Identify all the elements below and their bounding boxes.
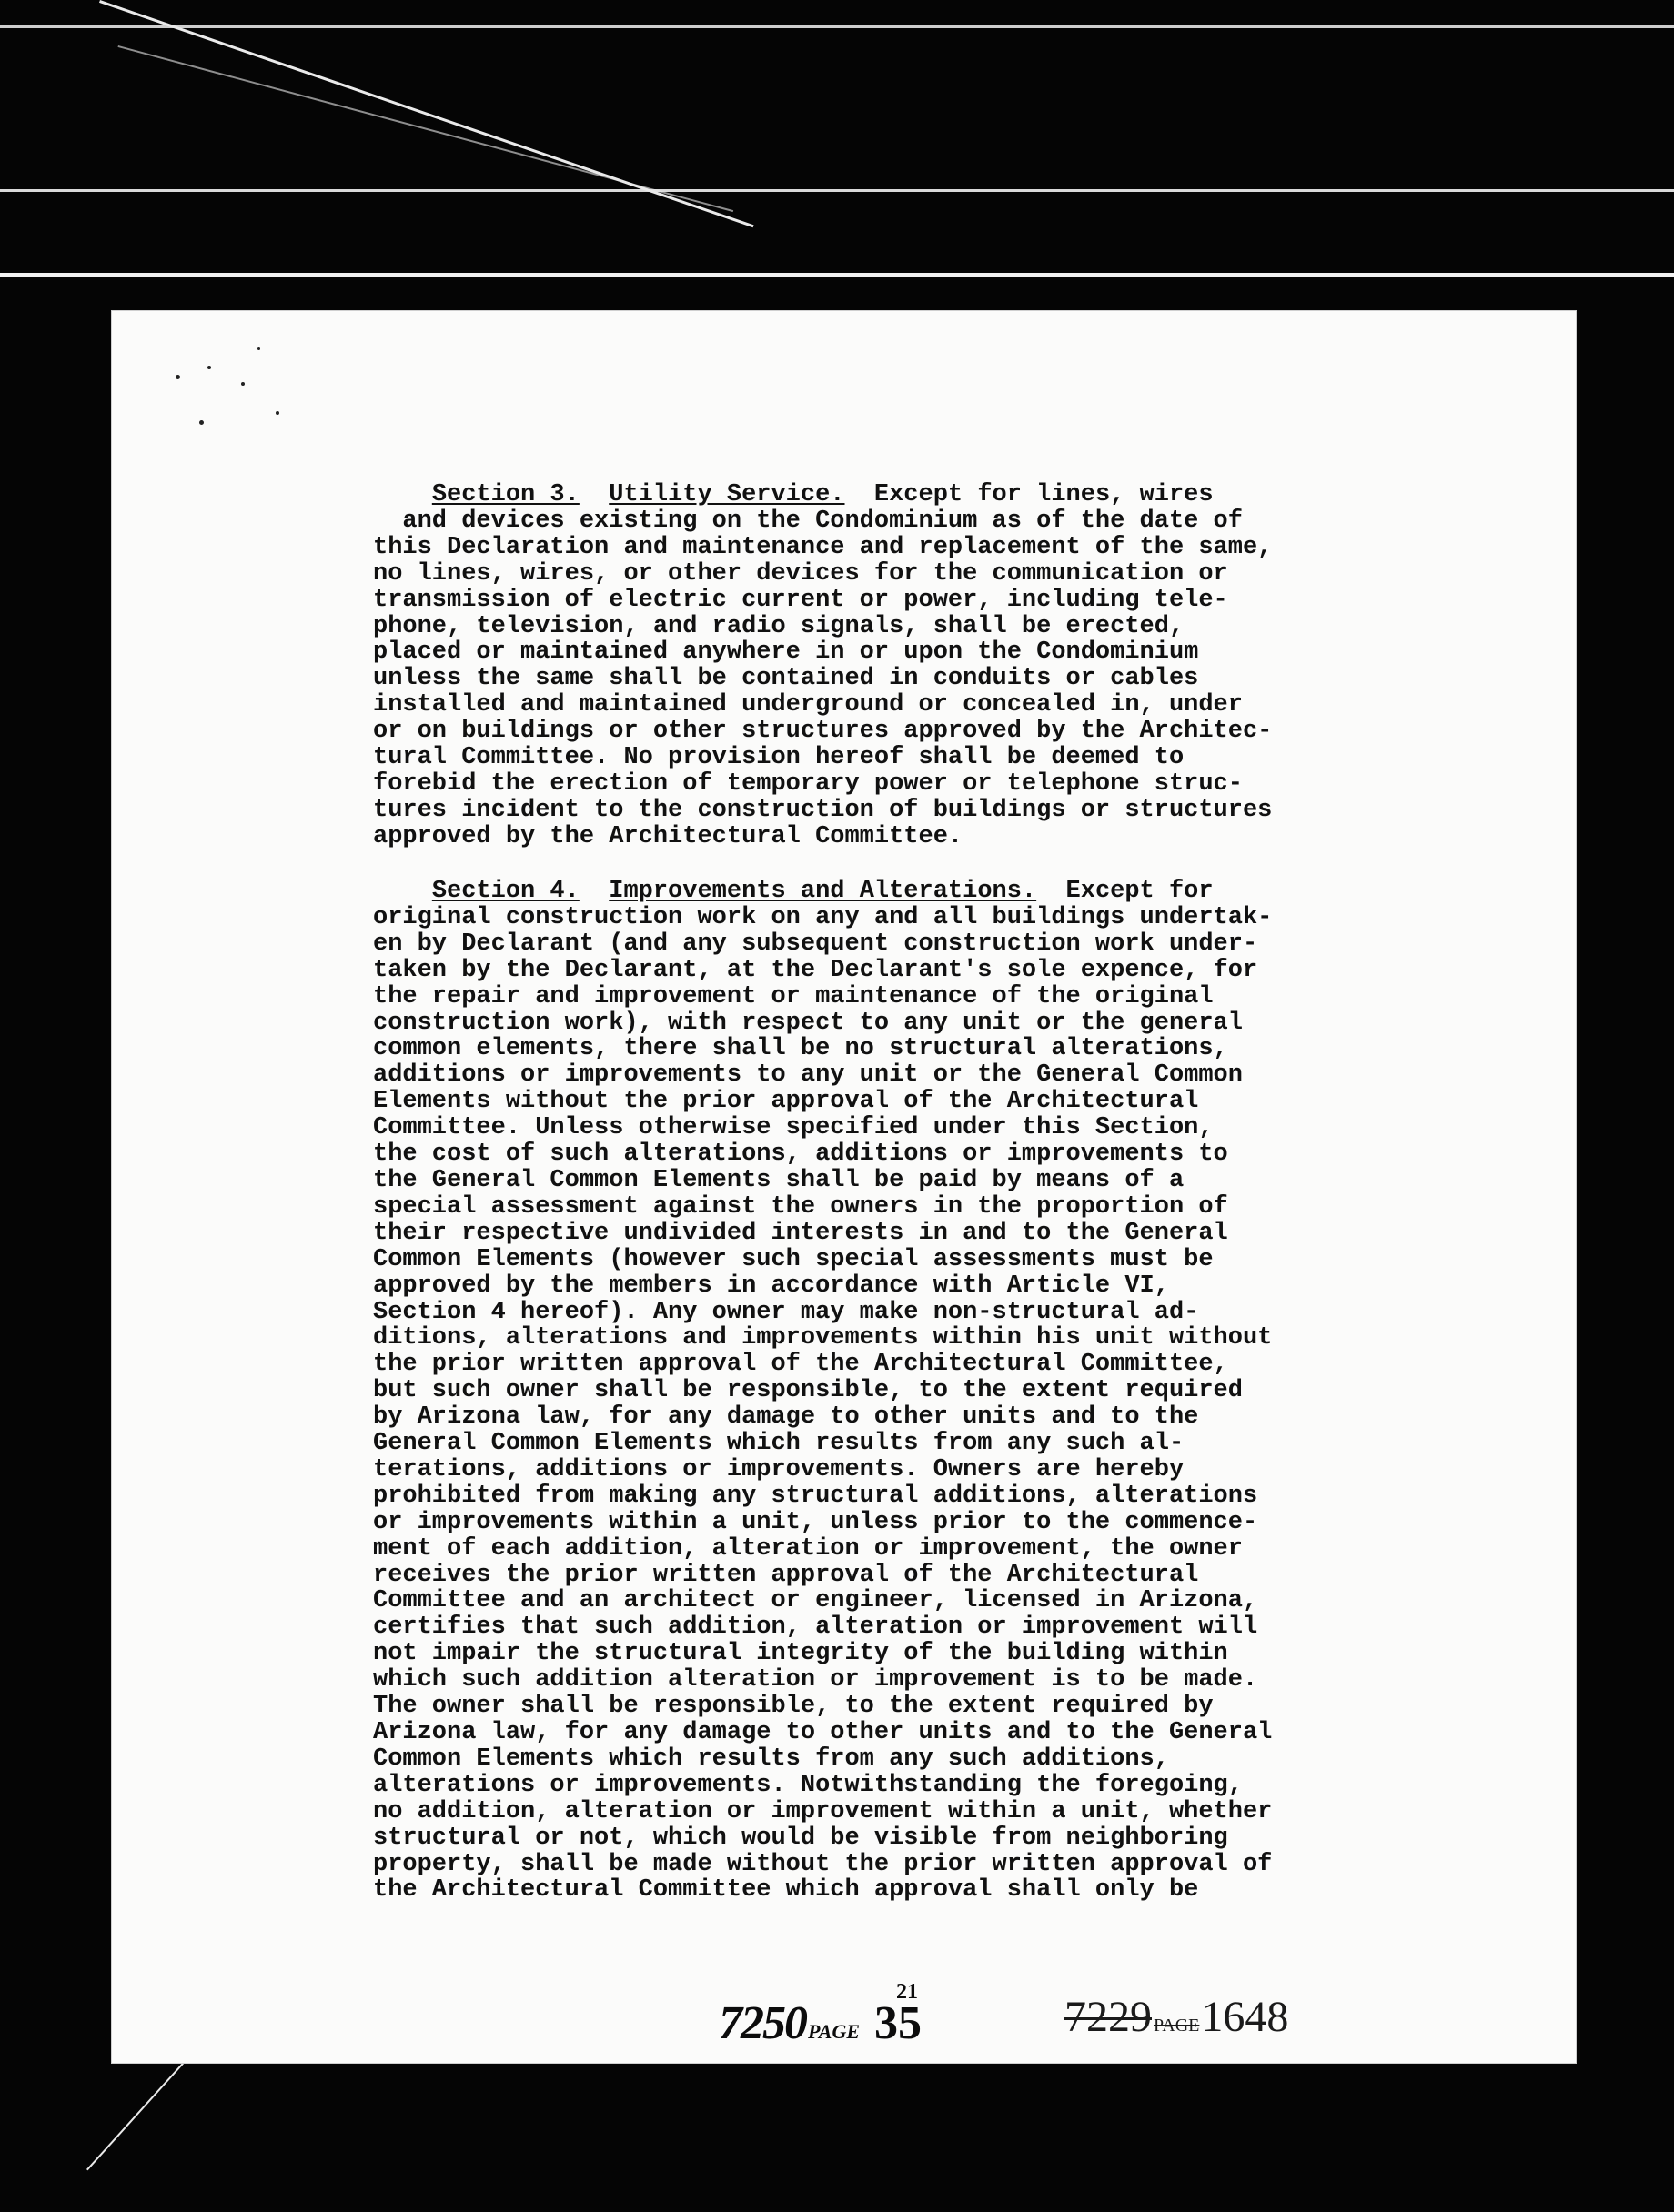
section-4-line: en by Declarant (and any subsequent construction work under- [373,930,1258,958]
section-4-line: approved by the members in accordance with Article VI, [373,1272,1169,1300]
section-4-paragraph [373,879,1456,1904]
dust-speck [176,375,180,379]
section-3-heading-title: Utility Service. [609,481,845,508]
page-label: PAGE [808,2020,861,2043]
section-4-line: Arizona law, for any damage to other units and to the General [373,1719,1273,1746]
section-4-line: certifies that such addition, alteration or improvement will [373,1614,1258,1642]
section-3-line: this Declaration and maintenance and replacement of the same, [373,533,1273,561]
section-4-line: The owner shall be responsible, to the extent required by [373,1693,1214,1721]
section-4-first-line-rest: Except for [1036,878,1214,905]
scan-diagonal-1 [99,0,754,227]
section-4-line: their respective undivided interests in and to the General [373,1219,1228,1247]
section-4-line: Elements without the prior approval of the Architectural [373,1088,1199,1116]
section-3-line: and devices existing on the Condominium as of the date of [373,507,1243,535]
page-number: 35 [874,1997,923,2049]
section-4-line: the General Common Elements shall be paid by means of a [373,1166,1185,1194]
section-4-line: common elements, there shall be no structural alterations, [373,1035,1228,1063]
section-4-line: additions or improvements to any unit or the General Common [373,1061,1243,1090]
section-4-line: no addition, alteration or improvement within a unit, whether [373,1797,1273,1825]
section-4-line: the cost of such alterations, additions or improvements to [373,1141,1228,1169]
section-4-line: the repair and improvement or maintenance of the original [373,982,1214,1010]
section-4-line: property, shall be made without the prior written approval of [373,1850,1273,1878]
scan-line-lower [0,273,1674,276]
section-3-indent [373,481,432,508]
scan-diagonal-3 [86,2055,191,2171]
section-4-line: structural or not, which would be visible from neighboring [373,1824,1228,1852]
struck-book-number: 7229 [1064,1993,1152,2041]
section-3-line: tures incident to the construction of buildings or structures [373,796,1273,824]
section-3-line: placed or maintained anywhere in or upon the Condominium [373,638,1199,667]
section-4-line: Common Elements (however such special assessments must be [373,1245,1214,1273]
section-3-line: tural Committee. No provision hereof shall be deemed to [373,744,1185,772]
scan-diagonal-2 [117,45,733,212]
section-3-line: or on buildings or other structures approved by the Architec- [373,718,1273,746]
dust-speck [199,420,204,425]
section-4-heading-title: Improvements and Alterations. [609,878,1037,905]
dust-speck [257,347,260,350]
section-4-line: not impair the structural integrity of the building within [373,1640,1228,1668]
dust-speck [207,366,211,369]
recording-stamp [719,1980,923,2050]
section-4-heading-prefix: Section 4. [431,878,580,905]
struck-page-number: 1648 [1201,1993,1289,2041]
section-4-line: Committee and an architect or engineer, licensed in Arizona, [373,1587,1258,1615]
section-4-line: ment of each addition, alteration or improvement, the owner [373,1534,1243,1563]
section-4-line: taken by the Declarant, at the Declarant's sole expence, for [373,956,1258,984]
dust-speck [241,382,245,386]
section-4-line: ditions, alterations and improvements within his unit without [373,1324,1273,1352]
section-4-line: the Architectural Committee which approval shall only be [373,1876,1199,1905]
section-4-indent [373,878,432,905]
scan-line-mid [0,189,1674,192]
dust-speck [276,411,279,415]
section-4-line: Section 4 hereof). Any owner may make non-structural ad- [373,1298,1199,1326]
stamp-superscript: 21 [896,1980,918,2004]
struck-page-label: PAGE [1154,2016,1200,2036]
section-4-line: or improvements within a unit, unless prior to the commence- [373,1508,1258,1536]
section-4-line: the prior written approval of the Architectural Committee, [373,1351,1228,1379]
section-4-line: prohibited from making any structural additions, alterations [373,1482,1258,1510]
section-3-line: phone, television, and radio signals, shall be erected, [373,612,1185,640]
section-3-heading-prefix: Section 3. [431,481,580,508]
section-4-line: construction work), with respect to any unit or the general [373,1009,1243,1037]
section-4-line: terations, additions or improvements. Owners are hereby [373,1455,1185,1483]
section-3-line: unless the same shall be contained in conduits or cables [373,665,1199,693]
section-4-line: alterations or improvements. Notwithstanding the foregoing, [373,1771,1243,1799]
scan-line-top [0,25,1674,28]
section-3-line: transmission of electric current or power, including tele- [373,586,1228,614]
section-3-paragraph [373,482,1456,850]
section-3-line: forebid the erection of temporary power or telephone struc- [373,769,1243,798]
section-4-line: receives the prior written approval of the Architectural [373,1561,1199,1589]
section-3-first-line-rest: Except for lines, wires [844,481,1214,508]
section-4-line: but such owner shall be responsible, to the extent required [373,1377,1243,1405]
section-3-line: installed and maintained underground or concealed in, under [373,691,1243,719]
section-4-line: General Common Elements which results from any such al- [373,1430,1185,1458]
book-number: 7250 [719,1997,806,2049]
struck-recording-stamp [1064,1992,1288,2042]
section-4-line: special assessment against the owners in the proportion of [373,1192,1228,1221]
section-4-line: which such addition alteration or improvement is to be made. [373,1666,1258,1694]
section-4-line: Common Elements which results from any such additions, [373,1744,1169,1773]
section-3-line: approved by the Architectural Committee. [373,822,963,850]
section-4-line: original construction work on any and all buildings undertak- [373,903,1273,931]
section-4-line: by Arizona law, for any damage to other units and to the [373,1403,1199,1432]
section-3-line: no lines, wires, or other devices for the communication or [373,559,1228,588]
section-4-line: Committee. Unless otherwise specified under this Section, [373,1114,1214,1142]
